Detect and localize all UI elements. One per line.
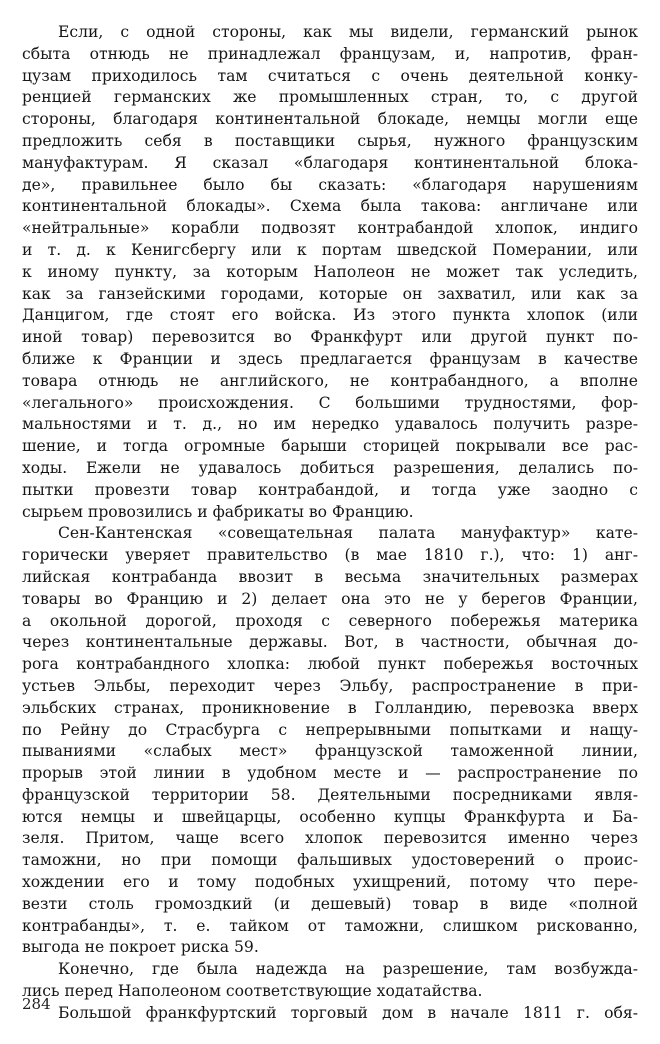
text-line: везти столь громоздкий (и дешевый) товар в виде «полной bbox=[22, 894, 638, 913]
text-line: как за ганзейскими городами, которые он захватил, или как за bbox=[22, 284, 638, 303]
text-line: лись перед Наполеоном соответствующие ходатайства. bbox=[22, 982, 483, 1001]
text-line: Если, с одной стороны, как мы видели, германский рынок bbox=[58, 23, 638, 41]
page-number: 284 bbox=[22, 995, 51, 1013]
text-line: через континентальные державы. Вот, в частности, обычная до- bbox=[22, 633, 638, 652]
text-line: а окольной дорогой, проходя с северного побережья материка bbox=[22, 611, 638, 630]
book-page bbox=[22, 22, 638, 1022]
text-line: эльбских странах, проникновение в Голландию, перевозка вверх bbox=[22, 698, 638, 717]
text-line: французской территории 58. Деятельными посредниками явля- bbox=[22, 785, 638, 804]
text-line: устьев Эльбы, переходит через Эльбу, распространение в при- bbox=[22, 676, 638, 695]
text-line: хождении его и тому подобных ухищрений, потому что пере- bbox=[22, 873, 638, 892]
text-line: контрабанды», т. е. тайком от таможни, слишком рискованно, bbox=[22, 916, 638, 935]
text-line: шение, и тогда огромные барыши сторицей покрывали все рас- bbox=[22, 437, 638, 456]
text-line: рога контрабандного хлопка: любой пункт побережья восточных bbox=[22, 655, 638, 674]
text-line: лийская контрабанда ввозит в весьма значительных размерах bbox=[22, 567, 638, 586]
text-line: иной товар) перевозится во Франкфурт или другой пункт по- bbox=[22, 328, 638, 347]
text-line: сырьем провозились и фабрикаты во Францию. bbox=[22, 502, 414, 521]
text-line: континентальной блокады». Схема была такова: англичане или bbox=[22, 197, 638, 216]
text-line: мальностями и т. д., но им нередко удавалось получить разре- bbox=[22, 415, 638, 434]
text-line: Большой франкфуртский торговый дом в начале 1811 г. обя- bbox=[58, 1003, 638, 1022]
text-line: выгода не покроет риска 59. bbox=[22, 938, 259, 957]
text-line: и т. д. к Кенигсбергу или к портам шведской Померании, или bbox=[22, 240, 638, 259]
text-line: прорыв этой линии в удобном месте и — распространение по bbox=[22, 764, 638, 783]
paragraph-1 bbox=[22, 22, 638, 523]
paragraph-2 bbox=[22, 523, 638, 959]
text-line: по Рейну до Страсбурга с непрерывными попытками и нащу- bbox=[22, 720, 638, 739]
text-line: стороны, благодаря континентальной блокаде, немцы могли еще bbox=[22, 110, 638, 129]
text-line: Данцигом, где стоят его войска. Из этого пункта хлопок (или bbox=[22, 306, 638, 325]
text-line: предложить себя в поставщики сырья, нужного французским bbox=[22, 131, 638, 150]
text-line: ближе к Франции и здесь предлагается французам в качестве bbox=[22, 349, 638, 368]
text-line: ренцией германских же промышленных стран, то, с другой bbox=[22, 88, 638, 107]
text-line: Сен-Кантенская «совещательная палата мануфактур» кате- bbox=[58, 524, 638, 543]
text-line: зеля. Притом, чаще всего хлопок перевозится именно через bbox=[22, 829, 638, 848]
text-line: товара отнюдь не английского, не контрабандного, а вполне bbox=[22, 371, 638, 390]
text-line: пываниями «слабых мест» французской таможенной линии, bbox=[22, 742, 638, 761]
text-line: ются немцы и швейцарцы, особенно купцы Франкфурта и Ба- bbox=[22, 807, 638, 826]
text-line: пытки провезти товар контрабандой, и тогда уже заодно с bbox=[22, 480, 638, 499]
text-line: мануфактурам. Я сказал «благодаря континентальной блока- bbox=[22, 153, 638, 172]
paragraph-4 bbox=[22, 1003, 638, 1025]
text-line: Конечно, где была надежда на разрешение, там возбужда- bbox=[58, 960, 638, 979]
text-line: де», правильнее было бы сказать: «благодаря нарушениям bbox=[22, 175, 638, 194]
text-line: таможни, но при помощи фальшивых удостоверений о проис- bbox=[22, 851, 638, 870]
text-line: к иному пункту, за которым Наполеон не может так уследить, bbox=[22, 262, 638, 281]
text-line: товары во Францию и 2) делает она это не у берегов Франции, bbox=[22, 589, 638, 608]
text-line: горически уверяет правительство (в мае 1810 г.), что: 1) анг- bbox=[22, 546, 638, 565]
paragraph-3 bbox=[22, 959, 638, 1003]
text-line: «нейтральные» корабли подвозят контрабандой хлопок, индиго bbox=[22, 219, 638, 238]
text-line: ходы. Ежели не удавалось добиться разрешения, делались по- bbox=[22, 458, 638, 477]
text-line: «легального» происхождения. С большими трудностями, фор- bbox=[22, 393, 638, 412]
text-line: сбыта отнюдь не принадлежал французам, и, напротив, фран- bbox=[22, 44, 638, 63]
text-line: цузам приходилось там считаться с очень деятельной конку- bbox=[22, 66, 638, 85]
